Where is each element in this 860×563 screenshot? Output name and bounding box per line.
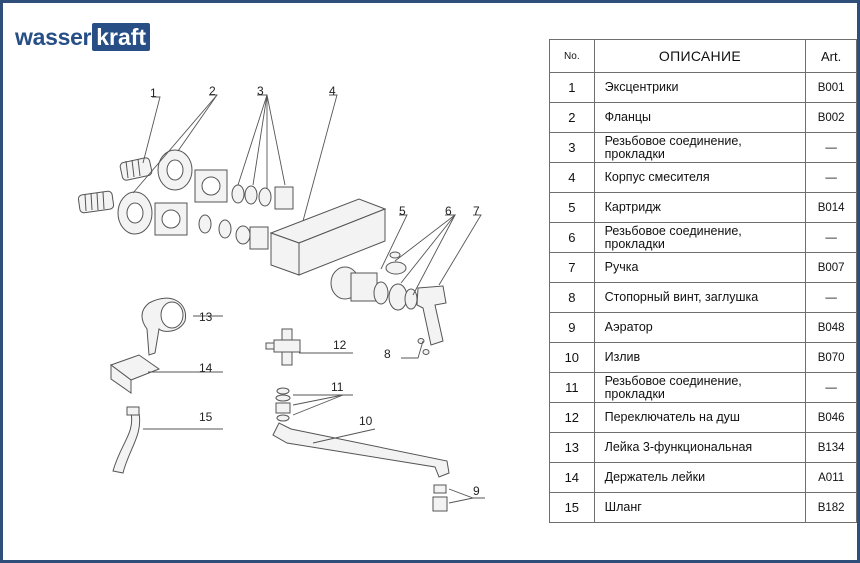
row-art: A011 <box>806 463 857 493</box>
row-art: B134 <box>806 433 857 463</box>
row-no: 5 <box>550 193 595 223</box>
eccentric-upper <box>119 157 152 181</box>
row-no: 11 <box>550 373 595 403</box>
shower-holder <box>111 355 159 393</box>
row-no: 1 <box>550 73 595 103</box>
row-art: B002 <box>806 103 857 133</box>
callout-10: 10 <box>359 414 373 428</box>
threaded-ring-6 <box>386 252 417 310</box>
row-no: 6 <box>550 223 595 253</box>
row-description: Стопорный винт, заглушка <box>594 283 806 313</box>
row-description: Лейка 3-функциональная <box>594 433 806 463</box>
row-art: — <box>806 283 857 313</box>
table-row <box>550 73 857 103</box>
gaskets-upper <box>232 185 293 209</box>
row-description: Излив <box>594 343 806 373</box>
row-description: Ручка <box>594 253 806 283</box>
table-row <box>550 463 857 493</box>
logo-text-wasser: wasser <box>15 24 92 50</box>
callout-6: 6 <box>445 204 452 218</box>
row-description: Переключатель на душ <box>594 403 806 433</box>
row-art: B046 <box>806 403 857 433</box>
row-art: B182 <box>806 493 857 523</box>
flange-lower <box>118 192 152 234</box>
row-art: B048 <box>806 313 857 343</box>
row-no: 14 <box>550 463 595 493</box>
spout <box>273 423 449 477</box>
table-row <box>550 313 857 343</box>
row-no: 3 <box>550 133 595 163</box>
table-row <box>550 283 857 313</box>
table-row <box>550 373 857 403</box>
table-row <box>550 133 857 163</box>
callout-5: 5 <box>399 204 406 218</box>
mixer-body <box>271 199 385 275</box>
row-no: 9 <box>550 313 595 343</box>
row-art: B007 <box>806 253 857 283</box>
eccentric-lower <box>78 191 114 214</box>
row-description: Аэратор <box>594 313 806 343</box>
shower-head <box>142 298 186 355</box>
row-description: Шланг <box>594 493 806 523</box>
row-art: — <box>806 133 857 163</box>
row-no: 12 <box>550 403 595 433</box>
callout-2: 2 <box>209 84 216 98</box>
square-plate-upper <box>195 170 227 202</box>
callout-1: 1 <box>150 86 157 100</box>
callout-15: 15 <box>199 410 213 424</box>
flange-upper <box>158 150 192 190</box>
row-art: — <box>806 163 857 193</box>
handle <box>417 286 446 345</box>
row-description: Фланцы <box>594 103 806 133</box>
table-row <box>550 223 857 253</box>
table-row <box>550 403 857 433</box>
row-description: Картридж <box>594 193 806 223</box>
callout-8: 8 <box>384 347 391 361</box>
exploded-parts-diagram <box>3 3 543 563</box>
row-no: 4 <box>550 163 595 193</box>
shower-hose <box>113 407 140 473</box>
table-row <box>550 433 857 463</box>
parts-table <box>549 39 857 523</box>
row-art: B014 <box>806 193 857 223</box>
callout-7: 7 <box>473 204 480 218</box>
row-description: Эксцентрики <box>594 73 806 103</box>
row-description: Держатель лейки <box>594 463 806 493</box>
gaskets-lower <box>199 215 268 249</box>
row-no: 8 <box>550 283 595 313</box>
header-art: Art. <box>806 40 857 73</box>
table-row <box>550 103 857 133</box>
row-description: Резьбовое соединение, прокладки <box>594 223 806 253</box>
callout-4: 4 <box>329 84 336 98</box>
row-no: 13 <box>550 433 595 463</box>
square-plate-lower <box>155 203 187 235</box>
callout-14: 14 <box>199 361 213 375</box>
table-row <box>550 343 857 373</box>
logo-text-kraft: kraft <box>92 23 150 51</box>
row-no: 7 <box>550 253 595 283</box>
parts-table-header <box>550 40 857 73</box>
header-no: No. <box>550 40 595 73</box>
table-row <box>550 253 857 283</box>
row-art: — <box>806 223 857 253</box>
row-no: 2 <box>550 103 595 133</box>
callout-3: 3 <box>257 84 264 98</box>
table-row <box>550 493 857 523</box>
aerator <box>433 485 447 511</box>
row-art: B070 <box>806 343 857 373</box>
row-no: 15 <box>550 493 595 523</box>
row-art: — <box>806 373 857 403</box>
row-description: Резьбовое соединение, прокладки <box>594 133 806 163</box>
callout-12: 12 <box>333 338 347 352</box>
cartridge <box>331 267 388 304</box>
header-description: ОПИСАНИЕ <box>594 40 806 73</box>
table-row <box>550 193 857 223</box>
table-row <box>550 163 857 193</box>
row-no: 10 <box>550 343 595 373</box>
shower-diverter <box>266 329 300 365</box>
threaded-parts-11 <box>276 388 290 421</box>
row-description: Резьбовое соединение, прокладки <box>594 373 806 403</box>
row-description: Корпус смесителя <box>594 163 806 193</box>
callout-11: 11 <box>331 380 344 394</box>
row-art: B001 <box>806 73 857 103</box>
callout-9: 9 <box>473 484 480 498</box>
callout-13: 13 <box>199 310 213 324</box>
